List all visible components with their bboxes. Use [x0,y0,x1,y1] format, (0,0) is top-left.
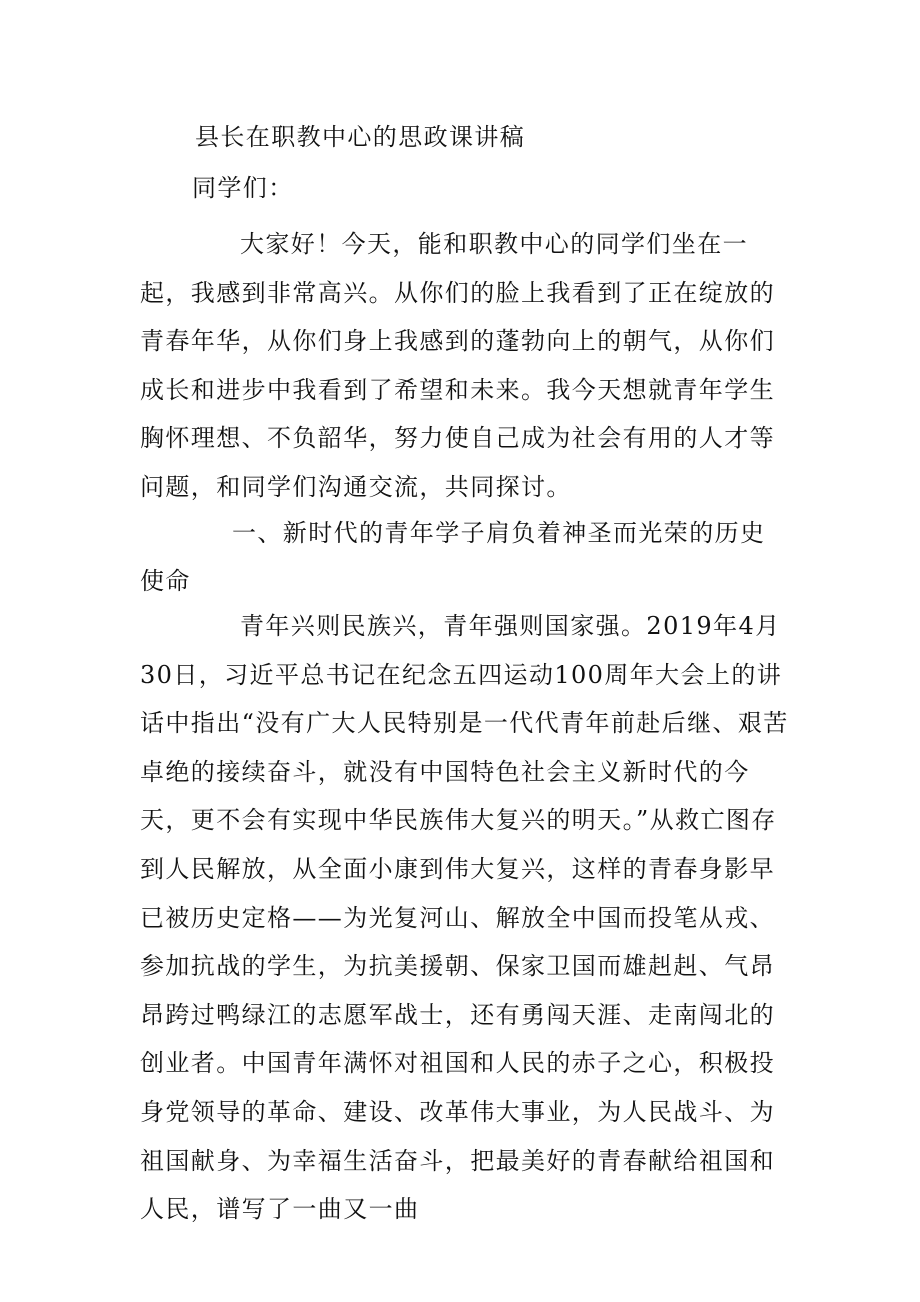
salutation: 同学们： [192,174,294,202]
section-heading-1: 一、新时代的青年学子肩负着神圣而光荣的历史使命 [140,519,766,595]
document-title: 县长在职教中心的思政课讲稿 [195,123,526,151]
paragraph-section-1: 青年兴则民族兴，青年强则国家强。2019年4月30日，习近平总书记在纪念五四运动100周年大会上的讲话中指出“没有广大人民特别是一代代青年前赴后继、艰苦卓绝的接续奋斗，就没有中国特色社会主义新时代的今天，更不会有实现中华民族伟大复兴的明天。”从救亡图存到人民解放，从全面小康到伟大复兴，这样的青春身影早已被历史定格——为光复河山、解放全中国而投笔从戎、参加抗战的学生，为抗美援朝、保家卫国而雄赳赳、气昂昂跨过鸭绿江的志愿军战士，还有勇闯天涯、走南闯北的创业者。中国青年满怀对祖国和人民的赤子之心，积极投身党领导的革命、建设、改革伟大事业，为人民战斗、为祖国献身、为幸福生活奋斗，把最美好的青春献给祖国和人民，谱写了一曲又一曲 [140,612,789,1224]
paragraph-opening: 大家好！今天，能和职教中心的同学们坐在一起，我感到非常高兴。从你们的脸上我看到了正在绽放的青春年华，从你们身上我感到的蓬勃向上的朝气，从你们成长和进步中我看到了希望和未来。我今天想就青年学生胸怀理想、不负韶华，努力使自己成为社会有用的人才等问题，和同学们沟通交流，共同探讨。 [140,230,775,501]
